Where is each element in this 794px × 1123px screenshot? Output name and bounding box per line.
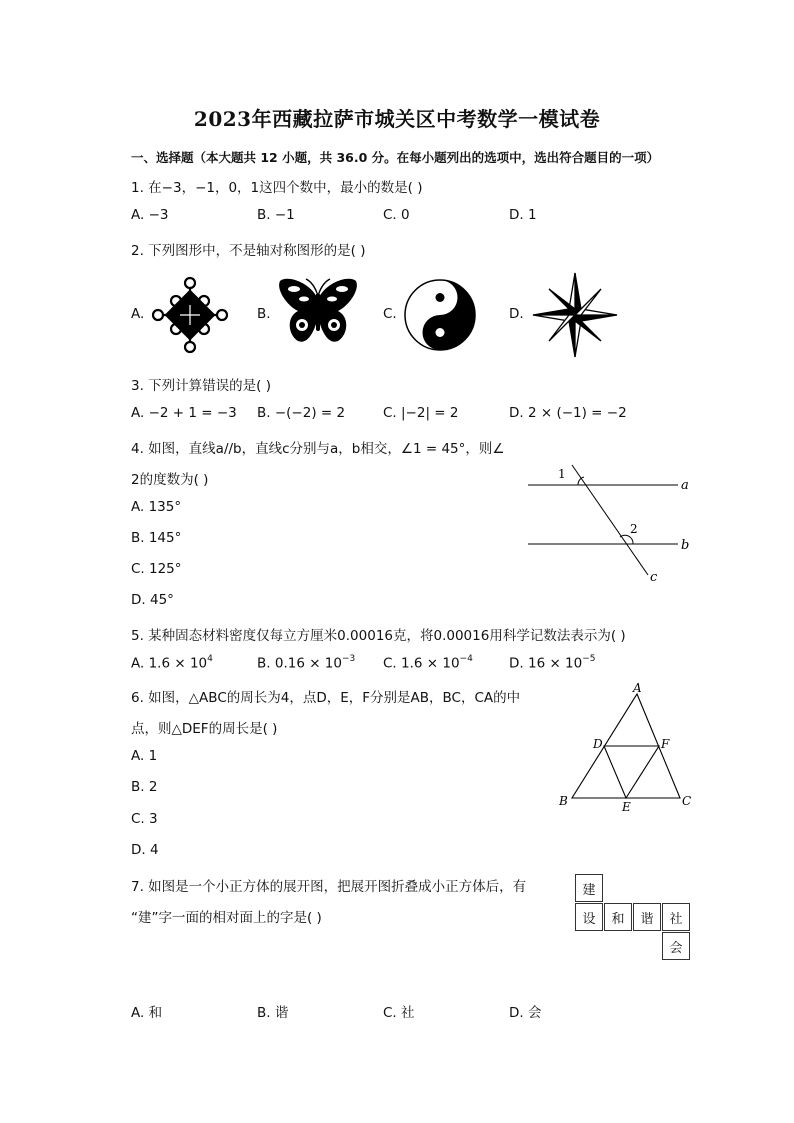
q2-option-d: D.: [509, 306, 524, 322]
q5-option-a: [131, 655, 213, 672]
q7-option-a: A. 和: [131, 1005, 163, 1021]
compass-star-icon: [531, 271, 619, 359]
q6-option-d: D. 4: [131, 842, 159, 858]
yin-yang-icon: [403, 278, 477, 352]
line-c: [572, 465, 648, 575]
vertex-b-label: B: [559, 794, 568, 808]
q5-d-exponent: −5: [582, 654, 596, 664]
page-title: 2023年西藏拉萨市城关区中考数学一模试卷: [193, 107, 601, 131]
q4-option-d: D. 45°: [131, 592, 174, 608]
section-heading: 一、选择题（本大题共 12 小题，共 36.0 分。在每小题列出的选项中，选出符合题目的一项）: [131, 150, 660, 165]
q5-b-mantissa: 0.16 × 10: [274, 655, 342, 672]
angle-2-label: 2: [630, 522, 638, 536]
q7-option-c: C. 社: [383, 1005, 415, 1021]
q4-option-a: A. 135°: [131, 499, 182, 515]
question-2-stem: 2. 下列图形中，不是轴对称图形的是( ): [131, 243, 366, 259]
question-5-stem: 5. 某种固态材料密度仅每立方厘米0.00016克，将0.00016用科学记数法表示为( ): [131, 628, 626, 644]
butterfly-icon: [276, 275, 360, 351]
q5-c-mantissa: 1.6 × 10: [401, 655, 460, 672]
line-c-label: c: [650, 570, 658, 585]
question-3-stem: 3. 下列计算错误的是( ): [131, 378, 271, 394]
q5-a-mantissa: 1.6 × 10: [148, 655, 208, 672]
q3-option-b: B. −(−2) = 2: [257, 405, 346, 421]
question-4-stem-line-1: 4. 如图，直线a//b，直线c分别与a，b相交，∠1 = 45°，则∠: [131, 441, 505, 457]
q5-option-d: [509, 655, 596, 672]
vertex-e-label: E: [622, 800, 631, 814]
q5-b-exponent: −3: [342, 654, 356, 664]
vertex-d-label: D: [593, 737, 603, 751]
q4-option-c: C. 125°: [131, 561, 182, 577]
parallel-lines-figure: [520, 455, 700, 585]
q2-option-b: B.: [257, 306, 271, 322]
q5-a-text: A.: [131, 655, 149, 672]
vertex-f-label: F: [661, 737, 670, 751]
net-cell-she-design: 设: [575, 903, 603, 931]
net-cell-xie: 谐: [633, 903, 661, 931]
q5-b-text: B.: [257, 655, 275, 672]
q7-option-d: D. 会: [509, 1005, 542, 1021]
q5-c-exponent: −4: [459, 654, 473, 664]
net-cell-jian: 建: [575, 874, 603, 902]
line-a-label: a: [681, 478, 689, 493]
vertex-c-label: C: [682, 794, 692, 808]
q6-option-b: B. 2: [131, 779, 158, 795]
question-6-stem-line-1: 6. 如图，△ABC的周长为4，点D，E，F分别是AB，BC，CA的中: [131, 690, 521, 706]
q4-option-b: B. 145°: [131, 530, 182, 546]
question-7-stem-line-1: 7. 如图是一个小正方体的展开图，把展开图折叠成小正方体后，有: [131, 879, 527, 895]
q5-option-b: [257, 655, 355, 672]
q3-option-c: C. |−2| = 2: [383, 405, 459, 421]
vertex-a-label: A: [633, 681, 642, 695]
cube-net: [575, 874, 693, 964]
question-4-stem-line-2: 2的度数为( ): [131, 472, 209, 488]
q6-option-a: A. 1: [131, 748, 158, 764]
q1-option-c: C. 0: [383, 207, 410, 223]
question-1-stem: 1. 在−3，−1，0，1这四个数中，最小的数是( ): [131, 180, 423, 196]
triangle-figure: [552, 680, 702, 815]
q3-option-d: D. 2 × (−1) = −2: [509, 405, 627, 421]
q5-c-text: C.: [383, 655, 402, 672]
q5-a-exponent: 4: [207, 654, 213, 664]
question-6-stem-line-2: 点，则△DEF的周长是( ): [131, 721, 278, 737]
q2-option-a: A.: [131, 306, 145, 322]
q5-d-mantissa: 16 × 10: [527, 655, 583, 672]
q3-option-a: A. −2 + 1 = −3: [131, 405, 237, 421]
angle-1-label: 1: [558, 467, 566, 481]
net-cell-she: 社: [662, 903, 690, 931]
question-7-stem-line-2: “建”字一面的相对面上的字是( ): [131, 910, 322, 926]
net-cell-hui: 会: [662, 932, 690, 960]
q1-option-b: B. −1: [257, 207, 295, 223]
q2-option-c: C.: [383, 306, 397, 322]
q5-option-c: [383, 655, 473, 672]
q7-option-b: B. 谐: [257, 1005, 289, 1021]
net-cell-he: 和: [604, 903, 632, 931]
q1-option-d: D. 1: [509, 207, 537, 223]
line-b-label: b: [681, 538, 690, 553]
chinese-knot-icon: [150, 275, 230, 355]
q1-option-a: A. −3: [131, 207, 169, 223]
q6-option-c: C. 3: [131, 811, 158, 827]
q5-d-text: D.: [509, 655, 528, 672]
